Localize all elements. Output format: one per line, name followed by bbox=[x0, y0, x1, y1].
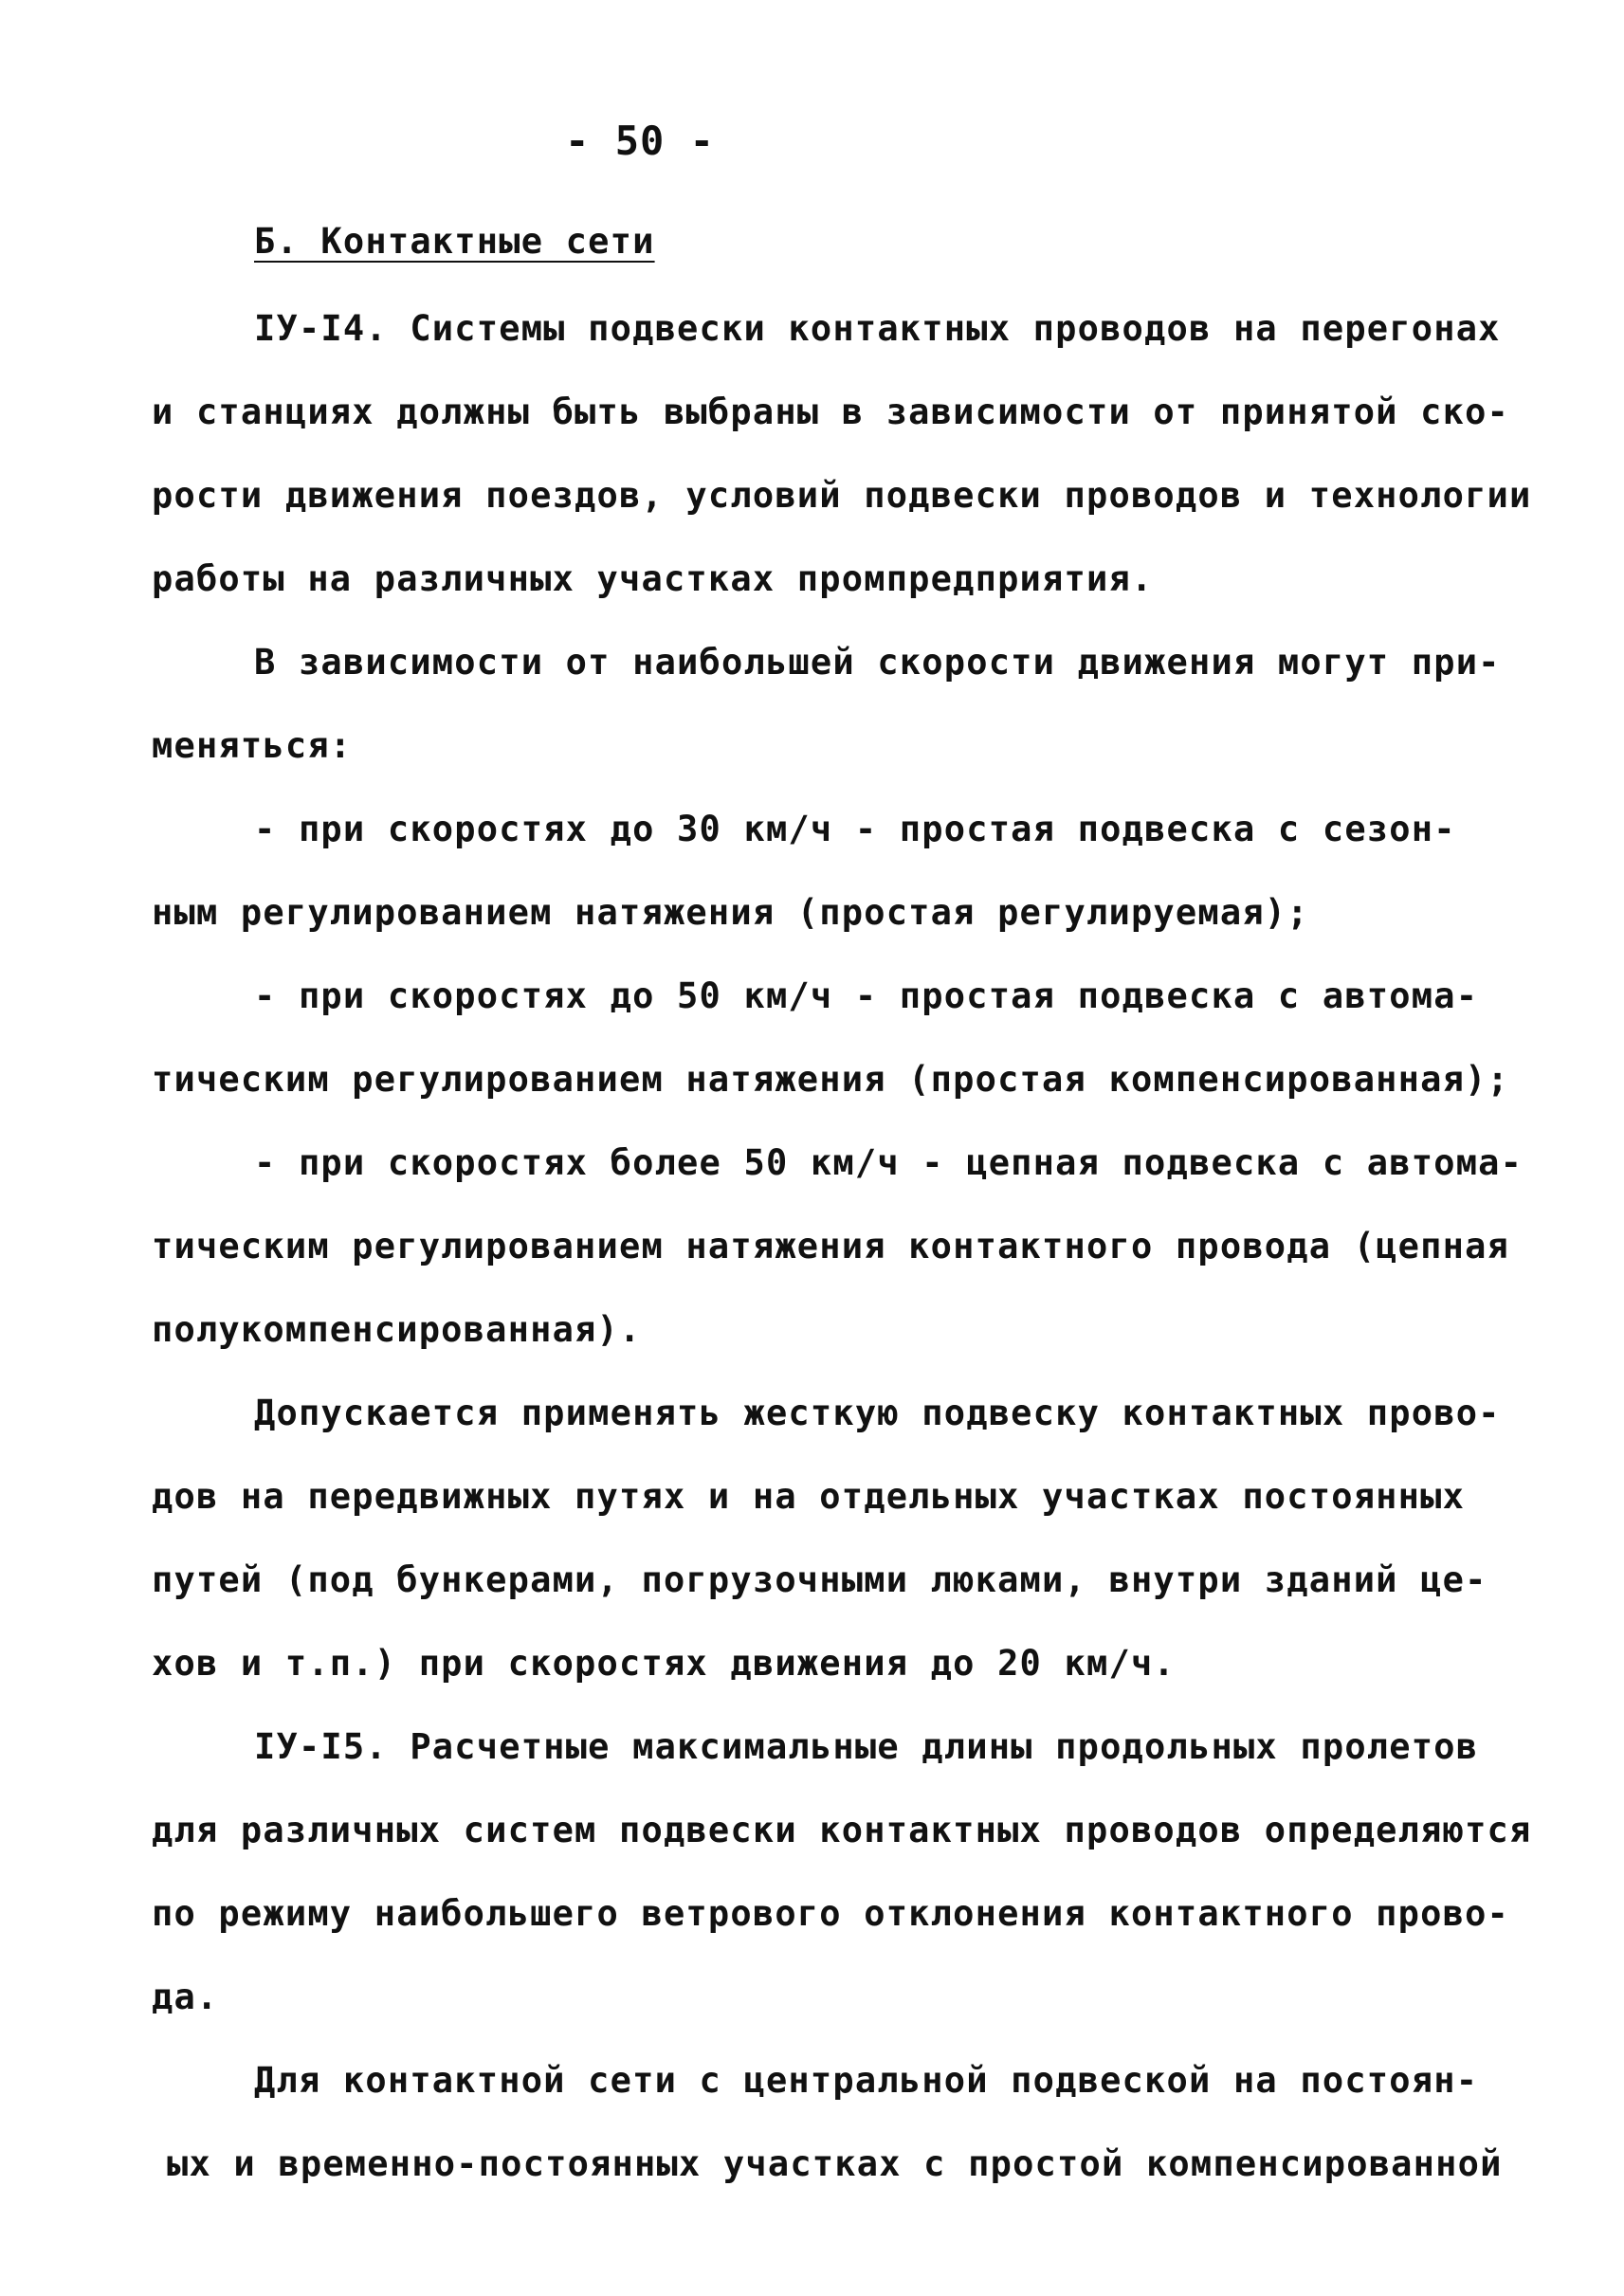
list-item-line: полукомпенсированная). bbox=[152, 1309, 642, 1350]
paragraph-line: Для контактной сети с центральной подвеской на постоян- bbox=[254, 2060, 1479, 2101]
paragraph-line: хов и т.п.) при скоростях движения до 20 км/ч. bbox=[152, 1643, 1176, 1684]
list-item-line: - при скоростях до 50 км/ч - простая подвеска с автома- bbox=[254, 975, 1479, 1016]
paragraph-line: путей (под бункерами, погрузочными люками, внутри зданий це- bbox=[152, 1559, 1487, 1600]
list-item-line: тическим регулированием натяжения контактного провода (цепная bbox=[152, 1226, 1510, 1266]
paragraph-line: рости движения поездов, условий подвески проводов и технологии bbox=[152, 475, 1532, 516]
paragraph-line: и станциях должны быть выбраны в зависимости от принятой ско- bbox=[152, 392, 1510, 432]
paragraph-line: дов на передвижных путях и на отдельных участках постоянных bbox=[152, 1476, 1466, 1517]
section-title: Б. Контактные сети bbox=[254, 221, 655, 262]
list-item-line: - при скоростях до 30 км/ч - простая подвеска с сезон- bbox=[254, 809, 1456, 849]
paragraph-line: по режиму наибольшего ветрового отклонения контактного прово- bbox=[152, 1893, 1510, 1934]
paragraph-line: ІУ-І4. Системы подвески контактных проводов на перегонах bbox=[254, 308, 1501, 349]
paragraph-line: ых и временно-постоянных участках с простой компенсированной bbox=[167, 2143, 1503, 2184]
page-number: - 50 - bbox=[565, 118, 715, 164]
list-item-line: тическим регулированием натяжения (простая компенсированная); bbox=[152, 1059, 1510, 1100]
list-item-line: - при скоростях более 50 км/ч - цепная подвеска с автома- bbox=[254, 1142, 1524, 1183]
paragraph-line: работы на различных участках промпредприятия. bbox=[152, 558, 1154, 599]
paragraph-line: ІУ-І5. Расчетные максимальные длины продольных пролетов bbox=[254, 1726, 1479, 1767]
paragraph-line: В зависимости от наибольшей скорости движения могут при- bbox=[254, 642, 1501, 683]
paragraph-line: да. bbox=[152, 1977, 219, 2017]
paragraph-line: меняться: bbox=[152, 725, 353, 766]
list-item-line: ным регулированием натяжения (простая регулируемая); bbox=[152, 892, 1309, 933]
paragraph-line: Допускается применять жесткую подвеску контактных прово- bbox=[254, 1393, 1501, 1433]
paragraph-line: для различных систем подвески контактных проводов определяются bbox=[152, 1810, 1532, 1850]
